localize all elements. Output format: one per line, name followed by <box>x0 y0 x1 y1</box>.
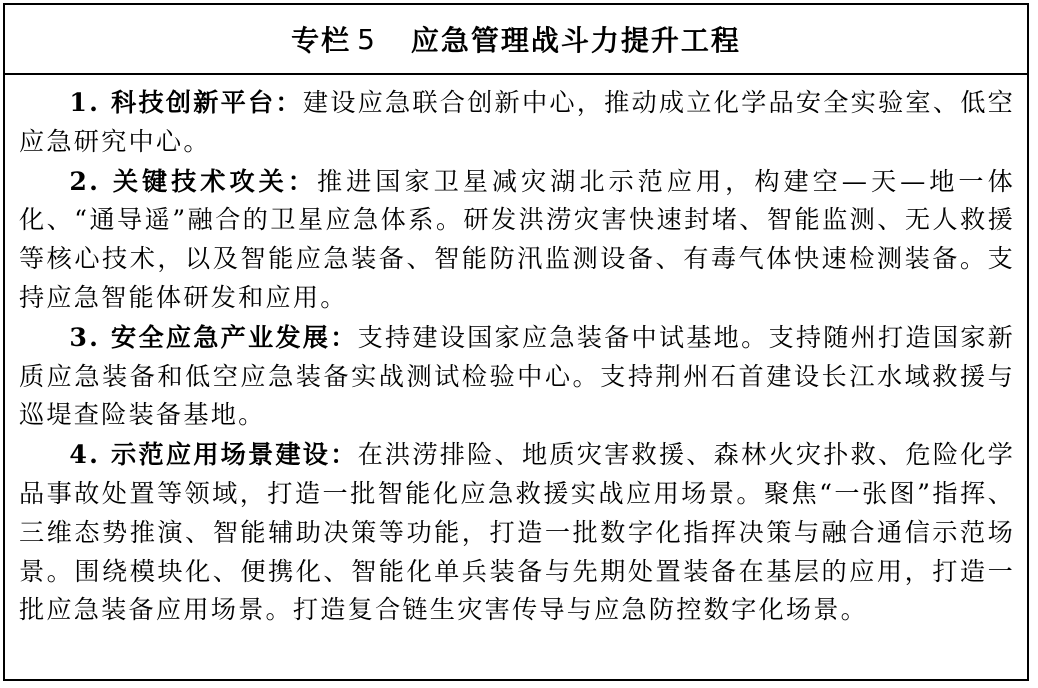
column-label: 专栏 <box>291 24 352 57</box>
item-heading: 4. 示范应用场景建设： <box>69 439 358 470</box>
column-box <box>3 3 1029 681</box>
column-header <box>5 5 1027 75</box>
item-text: 推进国家卫星减灾湖北示范应用，构建空—天—地一体化、“通导遥”融合的卫星应急体系。研发洪涝灾害快速封堵、智能监测、无人救援等核心技术，以及智能应急装备、智能防汛监测设备、有毒气体快速检测装备。支持应急智能体研发和应用。 <box>19 166 1015 312</box>
column-content <box>5 75 1027 630</box>
item-paragraph <box>19 318 1015 435</box>
item-paragraph <box>19 435 1015 630</box>
item-text: 支持建设国家应急装备中试基地。支持随州打造国家新质应急装备和低空应急装备实战测试检验中心。支持荆州石首建设长江水域救援与巡堤查险装备基地。 <box>19 322 1015 430</box>
item-paragraph <box>19 162 1015 318</box>
item-paragraph <box>19 83 1015 162</box>
item-heading: 3. 安全应急产业发展： <box>69 321 358 352</box>
item-heading: 1. 科技创新平台： <box>69 87 303 117</box>
column-number: 5 <box>357 22 377 56</box>
column-title: 应急管理战斗力提升工程 <box>410 24 741 57</box>
item-text: 建设应急联合创新中心，推动成立化学品安全实验室、低空应急研究中心。 <box>19 88 1015 156</box>
item-heading: 2. 关键技术攻关： <box>69 165 317 196</box>
item-text: 在洪涝排险、地质灾害救援、森林火灾扑救、危险化学品事故处置等领域，打造一批智能化应急救援实战应用场景。聚焦“一张图”指挥、三维态势推演、智能辅助决策等功能，打造一批数字化指挥决策与融合通信示范场景。围绕模块化、便携化、智能化单兵装备与先期处置装备在基层的应用，打造一批应急装备应用场景。打造复合链生灾害传导与应急防控数字化场景。 <box>19 440 1015 625</box>
